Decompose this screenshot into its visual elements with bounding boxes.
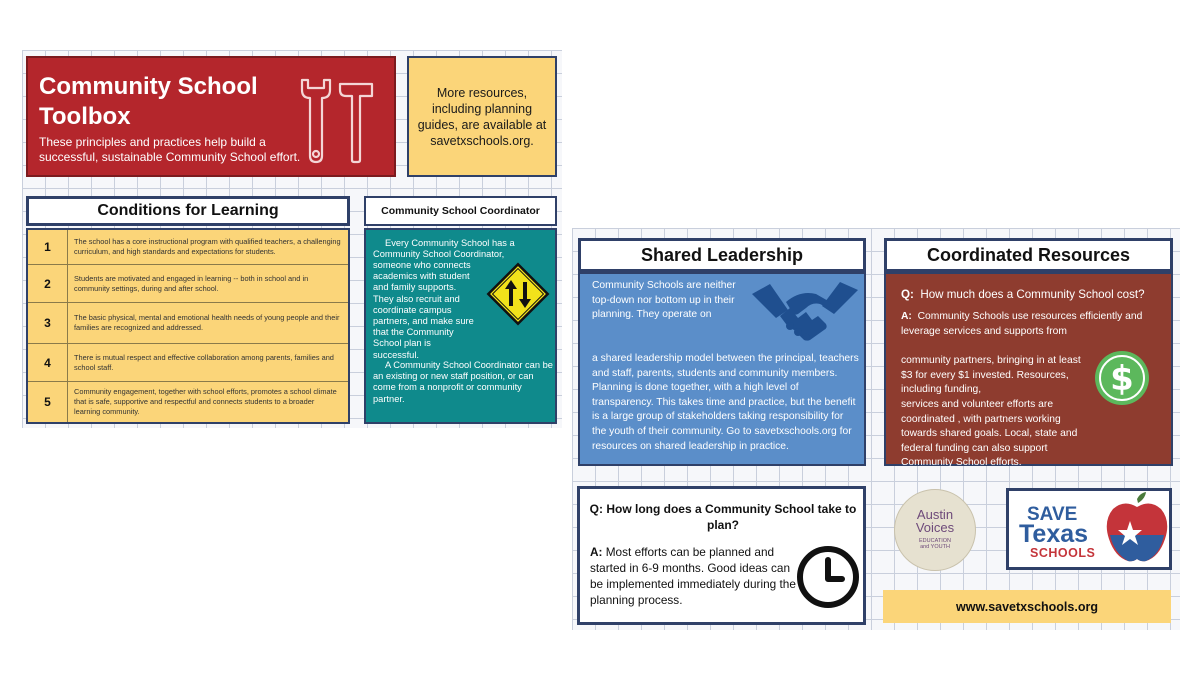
- more-resources-box: More resources, including planning guides, are available at savetxschools.org.: [407, 56, 557, 177]
- resources-answer-bottom: [901, 398, 1166, 471]
- answer-text: services and volunteer efforts are coordinated , with partners working towards shared goals. Local, state and federal funding can also support Community School efforts.: [901, 399, 1078, 469]
- toolbox-subtitle: These principles and practices help build a successful, sustainable Community School effort.: [39, 135, 301, 164]
- logo-text: SAVE: [1027, 504, 1078, 525]
- a-label: A:: [590, 545, 603, 559]
- row-text: The school has a core instructional program with qualified teachers, a challenging curriculum, and high standards and expectations for students.: [74, 237, 341, 256]
- clock-icon: [795, 544, 861, 610]
- table-row: [28, 230, 348, 265]
- planning-answer: [590, 544, 800, 608]
- conditions-table: [26, 228, 350, 424]
- shared-leadership-heading: Shared Leadership: [578, 238, 866, 272]
- question-text: How long does a Community School take to plan?: [606, 502, 857, 532]
- row-text: Students are motivated and engaged in learning -- both in school and in community settings, during and after school.: [74, 273, 309, 293]
- table-row: [28, 303, 348, 344]
- coordinator-text-mid: someone who connects academics with student and family supports. They also recruit and coordinate campus partners, and make sure that the Community School plan is successful.: [373, 260, 474, 360]
- apple-star-icon: [1104, 491, 1170, 567]
- question-text: How much does a Community School cost?: [920, 288, 1145, 301]
- row-number: 1: [28, 230, 68, 264]
- coordinator-text-bottom: A Community School Coordinator can be an existing or new staff position, or can come from a nonprofit or community partner.: [373, 360, 553, 404]
- logo-text: and YOUTH: [920, 544, 950, 550]
- row-number: 5: [28, 382, 68, 422]
- planning-question: [588, 501, 858, 533]
- shared-leadership-text-top: Community Schools are neither top-down nor bottom up in their planning. They operate on: [592, 280, 736, 321]
- row-number: 2: [28, 265, 68, 302]
- austin-voices-logo: [894, 489, 976, 571]
- logo-text: Voices: [915, 520, 955, 535]
- toolbox-banner: [26, 56, 396, 177]
- coordinated-resources-box: [884, 272, 1173, 469]
- website-url[interactable]: www.savetxschools.org: [883, 590, 1171, 623]
- tools-icon: [298, 76, 378, 166]
- resources-answer-top: [901, 310, 1166, 339]
- dollar-icon: [1094, 350, 1150, 406]
- a-label: A:: [901, 311, 912, 322]
- row-number: 3: [28, 303, 68, 343]
- planning-box: [577, 486, 866, 625]
- table-row: [28, 344, 348, 382]
- traffic-sign-icon: [486, 262, 550, 326]
- coordinator-heading: Community School Coordinator: [364, 196, 557, 226]
- shared-leadership-text-bottom: a shared leadership model between the principal, teachers and staff, parents, students and community members. Planning is done together, with a high level of transparency. This takes time and practice, but the benefit is a large group of stakeholders taking responsibility for the youth of their community. Go to savetxschools.org for resources on shared leadership in practice.: [592, 353, 859, 452]
- row-text: Community engagement, together with school efforts, promotes a school climate that is safe, supportive and respectful and connects students to a broader learning community.: [74, 387, 337, 416]
- logo-text: Texas: [1019, 520, 1089, 548]
- q-label: Q:: [589, 502, 603, 516]
- shared-leadership-box: [578, 272, 866, 466]
- table-row: [28, 265, 348, 303]
- coordinator-box: [364, 228, 557, 424]
- q-label: Q:: [901, 288, 914, 301]
- logo-text: Austin: [916, 507, 954, 522]
- row-number: 4: [28, 344, 68, 381]
- row-text: The basic physical, mental and emotional health needs of young people and their families are recognized and addressed.: [74, 313, 340, 332]
- conditions-heading: Conditions for Learning: [26, 196, 350, 226]
- answer-text: Community Schools use resources efficiently and leverage services and supports from: [901, 311, 1143, 337]
- svg-text:$: $: [1110, 359, 1134, 399]
- answer-text: Most efforts can be planned and started in 6-9 months. Good ideas can be implemented immediately during the planning process.: [590, 545, 796, 607]
- coordinated-resources-heading: Coordinated Resources: [884, 238, 1173, 272]
- handshake-icon: [750, 280, 860, 342]
- toolbox-title: Community School Toolbox: [39, 73, 258, 130]
- row-text: There is mutual respect and effective collaboration among parents, families and school staff.: [74, 352, 334, 372]
- save-texas-schools-logo: [1006, 488, 1172, 570]
- resources-question: [901, 288, 1171, 303]
- logo-text: EDUCATION: [919, 538, 951, 544]
- coordinator-text-top: Every Community School has a Community School Coordinator,: [373, 238, 515, 260]
- resources-answer-mid: community partners, bringing in at least $3 for every $1 invested. Resources, including funding,: [901, 355, 1081, 396]
- table-row: [28, 382, 348, 422]
- logo-text: SCHOOLS: [1030, 546, 1096, 560]
